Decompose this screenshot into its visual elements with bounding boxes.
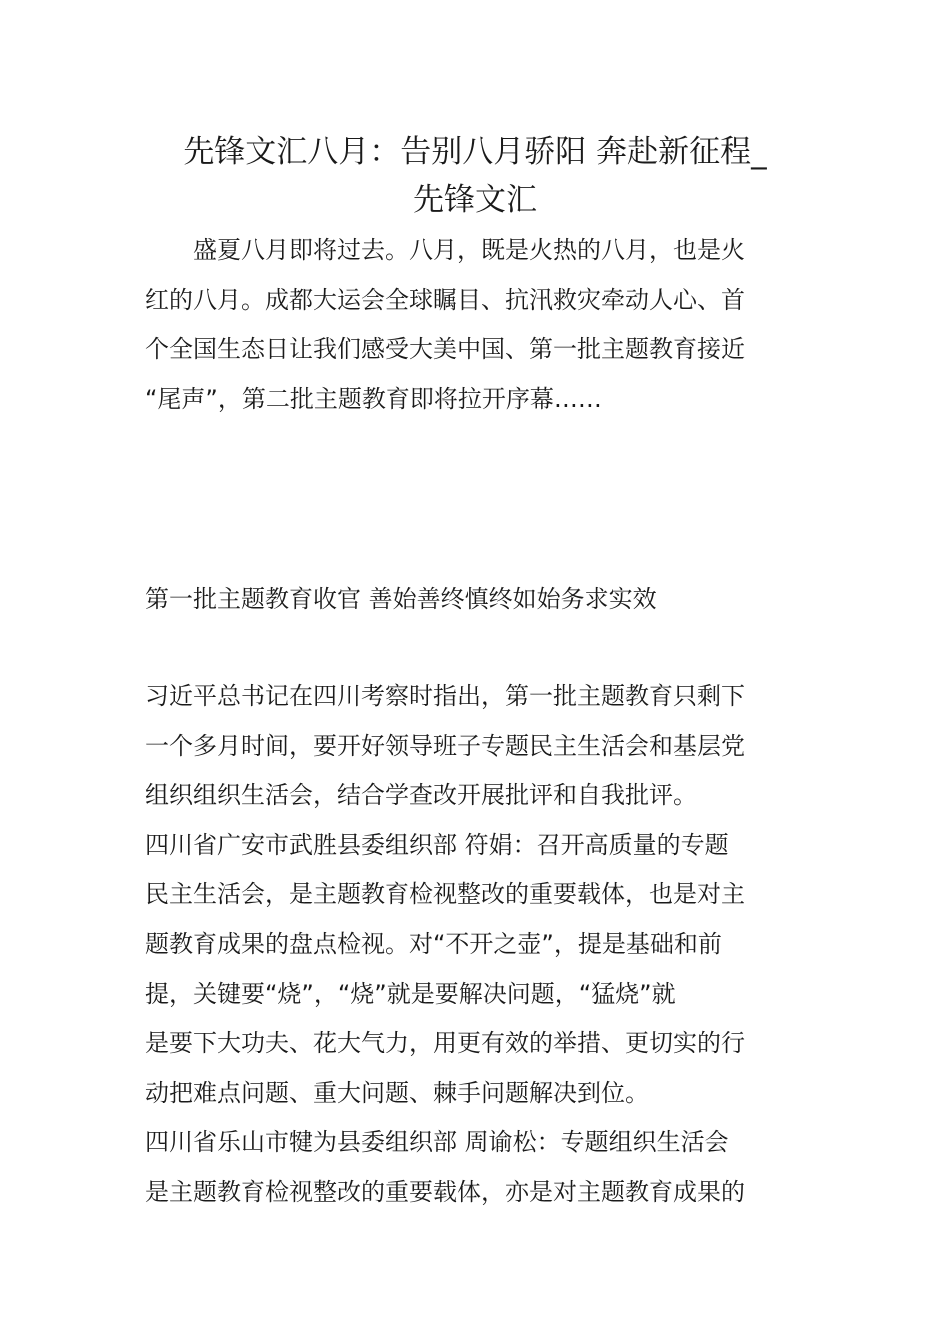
body-line: 四川省乐山市犍为县委组织部 周谕松：专题组织生活会	[145, 1128, 729, 1157]
intro-line: 盛夏八月即将过去。八月，既是火热的八月，也是火	[145, 236, 745, 264]
body-line: 是主题教育检视整改的重要载体，亦是对主题教育成果的	[145, 1177, 745, 1206]
intro-line: “尾声”，第二批主题教育即将拉开序幕……	[145, 384, 602, 413]
title-line-1: 先锋文汇八月：告别八月骄阳 奔赴新征程_	[183, 134, 767, 170]
body-line: 民主生活会，是主题教育检视整改的重要载体，也是对主	[145, 880, 745, 909]
body-line: 一个多月时间，要开好领导班子专题民主生活会和基层党	[145, 731, 745, 760]
intro-paragraph	[145, 226, 810, 424]
intro-line: 红的八月。成都大运会全球瞩目、抗汛救灾牵动人心、首	[145, 285, 745, 314]
body-line: 动把难点问题、重大问题、棘手问题解决到位。	[145, 1078, 649, 1107]
body-line: 四川省广安市武胜县委组织部 符娟：召开高质量的专题	[145, 830, 729, 859]
body-line: 习近平总书记在四川考察时指出，第一批主题教育只剩下	[145, 682, 745, 710]
section-heading-text: 第一批主题教育收官 善始善终慎终如始务求实效	[145, 585, 657, 613]
body-line: 题教育成果的盘点检视。对“不开之壶”，提是基础和前	[145, 929, 722, 958]
body-line: 提，关键要“烧”，“烧”就是要解决问题，“猛烧”就	[145, 979, 676, 1008]
body-line: 组织组织生活会，结合学查改开展批评和自我批评。	[145, 781, 697, 810]
section-heading	[145, 575, 810, 625]
intro-line: 个全国生态日让我们感受大美中国、第一批主题教育接近	[145, 335, 745, 364]
body-text	[145, 672, 810, 1218]
body-line: 是要下大功夫、花大气力，用更有效的举措、更切实的行	[145, 1029, 745, 1058]
title-line-2: 先锋文汇	[413, 182, 537, 218]
document-title	[120, 128, 830, 224]
